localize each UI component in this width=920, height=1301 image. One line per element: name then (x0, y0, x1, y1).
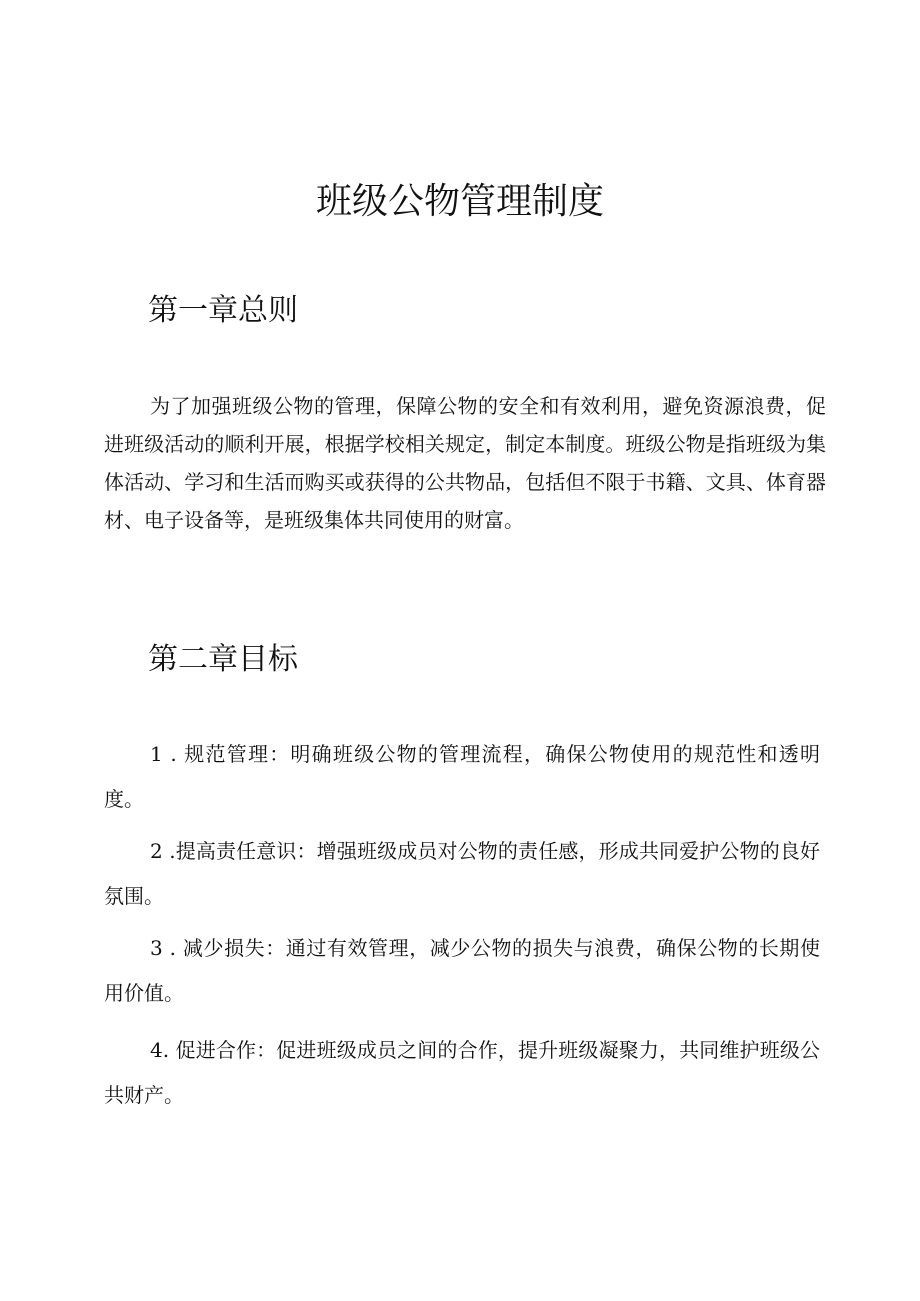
goal-item-4: 4. 促进合作：促进班级成员之间的合作，提升班级凝聚力，共同维护班级公共财产。 (104, 1038, 820, 1107)
document-title: 班级公物管理制度 (315, 181, 604, 222)
chapter-1-heading: 第一章总则 (148, 293, 298, 328)
goal-item-3: 3 . 减少损失：通过有效管理，减少公物的损失与浪费，确保公物的长期使用价值。 (104, 936, 820, 1005)
chapter-1-paragraph: 为了加强班级公物的管理，保障公物的安全和有效利用，避免资源浪费，促进班级活动的顺利开展，根据学校相关规定，制定本制度。班级公物是指班级为集体活动、学习和生活而购买或获得的公共物品，包括但不限于书籍、文具、体育器材、电子设备等，是班级集体共同使用的财富。 (104, 394, 826, 532)
goal-item-1: 1 . 规范管理：明确班级公物的管理流程，确保公物使用的规范性和透明度。 (104, 742, 820, 811)
chapter-2-heading: 第二章目标 (148, 642, 298, 677)
goal-item-2: 2 .提高责任意识：增强班级成员对公物的责任感，形成共同爱护公物的良好氛围。 (104, 839, 820, 908)
